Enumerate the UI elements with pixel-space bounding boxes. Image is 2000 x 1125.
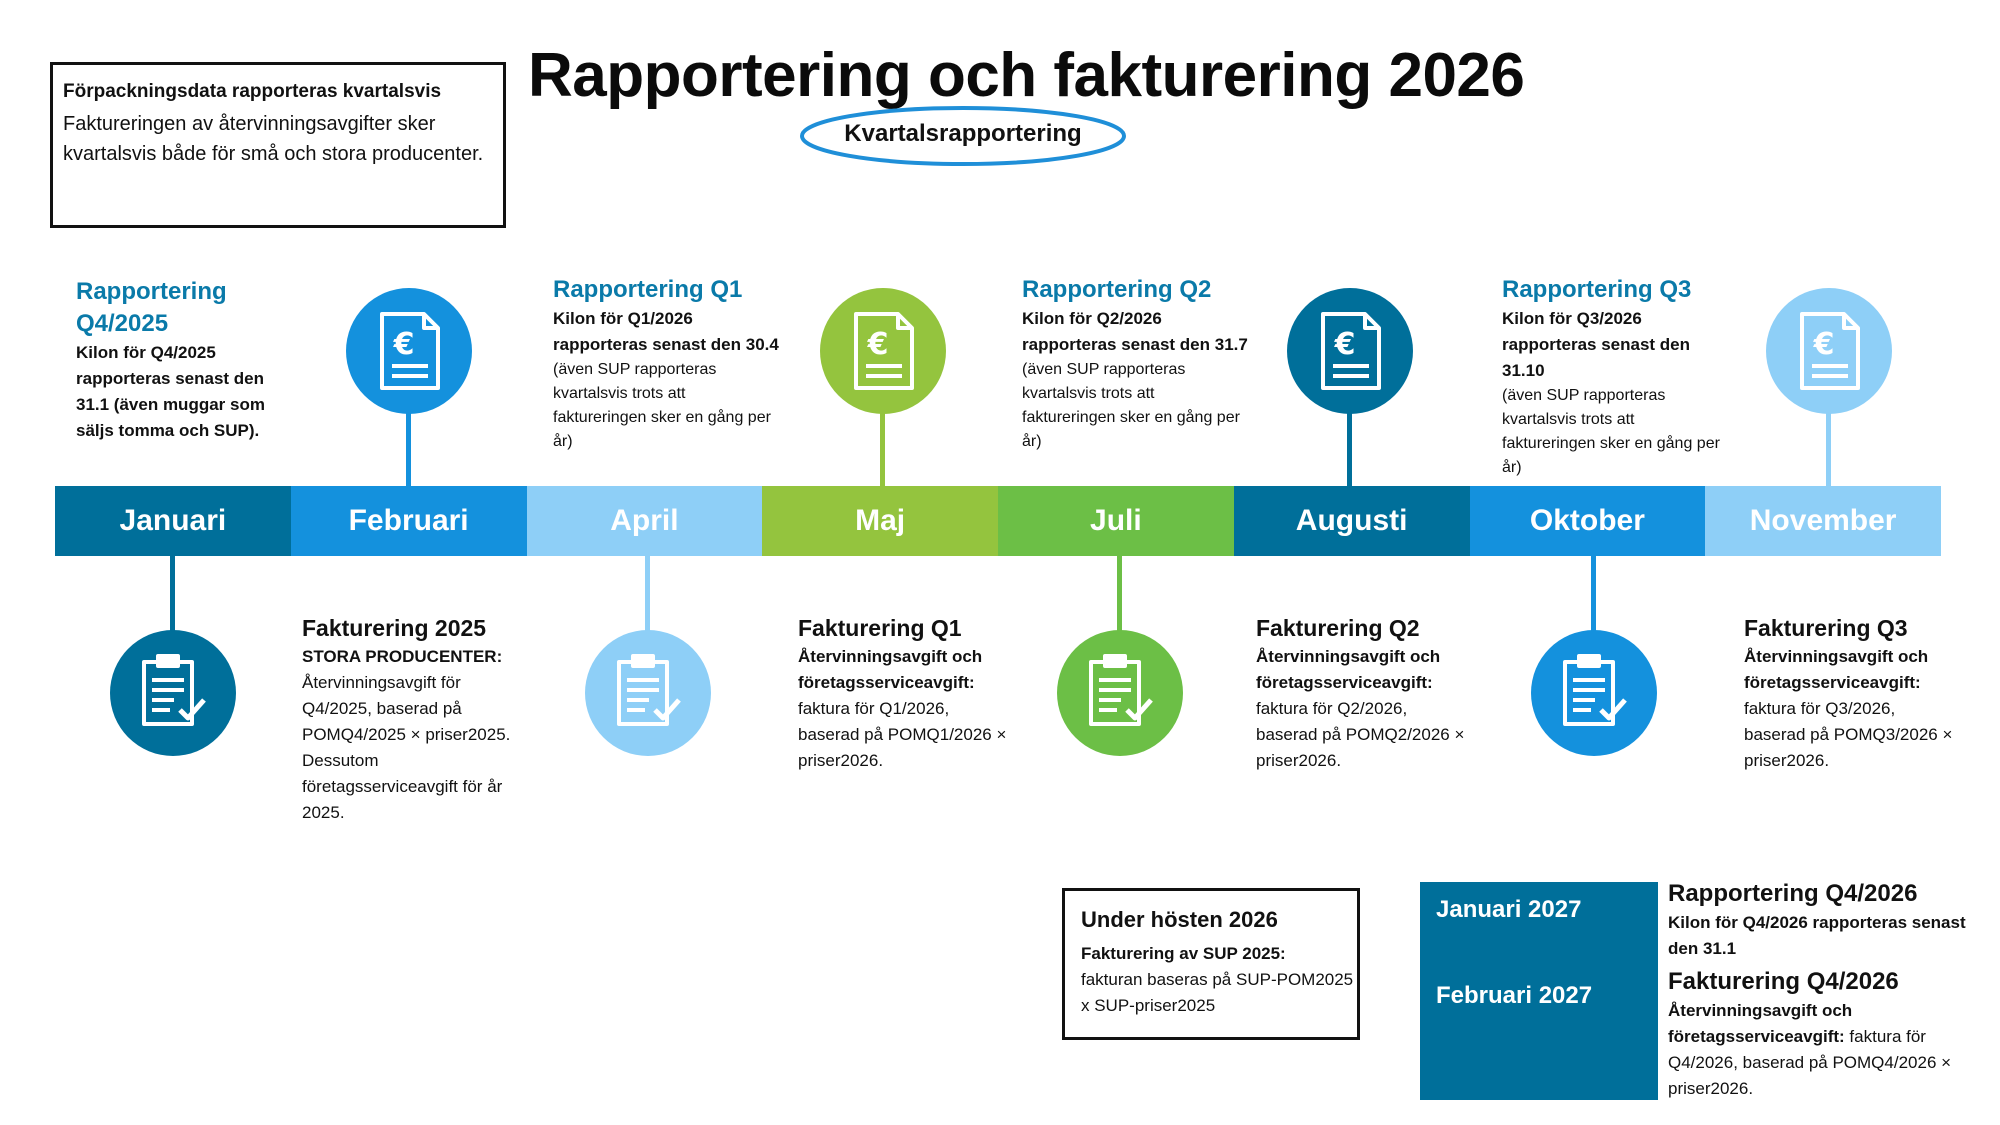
reporting-title: Rapportering Q4/2025	[76, 278, 227, 337]
invoicing-body: faktura för Q1/2026, baserad på POMQ1/2026 × priser2026.	[798, 699, 1007, 770]
info-box-body: Faktureringen av återvinningsavgifter sker kvartalsvis både för små och stora producenter.	[63, 113, 484, 165]
invoicing-bold: Återvinningsavgift och företagsserviceavgift:	[1744, 647, 1929, 692]
next-year-fak-bold: Återvinningsavgift och företagsserviceavgift:	[1668, 1001, 1853, 1046]
month-november: November	[1705, 486, 1941, 556]
next-year-block	[1420, 882, 1658, 1100]
reporting-title: Rapportering Q2	[1022, 276, 1212, 303]
month-april: April	[527, 486, 763, 556]
invoicing-bold: Återvinningsavgift och företagsserviceavgift:	[798, 647, 983, 692]
reporting-deadline: Kilon för Q3/2026 rapporteras senast den 31.10	[1502, 309, 1691, 380]
next-year-reporting	[1668, 878, 1998, 962]
euro-invoice-icon	[820, 288, 946, 414]
invoicing-title: Fakturering Q2	[1256, 615, 1420, 641]
info-box	[50, 62, 506, 228]
euro-invoice-icon	[1766, 288, 1892, 414]
reporting-q2	[1022, 274, 1252, 454]
month-februari-2027: Februari 2027	[1436, 982, 1593, 1009]
month-augusti: Augusti	[1234, 486, 1470, 556]
clipboard-check-icon	[1057, 630, 1183, 756]
next-year-fak-body: faktura för Q4/2026, baserad på POMQ4/2026 × priser2026.	[1668, 1027, 1952, 1098]
reporting-deadline: Kilon för Q2/2026 rapporteras senast den 31.7	[1022, 309, 1248, 354]
invoicing-body: faktura för Q3/2026, baserad på POMQ3/2026 × priser2026.	[1744, 699, 1953, 770]
next-year-fak-title: Fakturering Q4/2026	[1668, 968, 1899, 995]
autumn-box	[1062, 888, 1360, 1040]
invoicing-title: Fakturering Q1	[798, 615, 962, 641]
month-juli: Juli	[998, 486, 1234, 556]
clipboard-check-icon	[110, 630, 236, 756]
reporting-q1	[553, 274, 783, 454]
reporting-q4-2025	[76, 276, 276, 444]
invoicing-title: Fakturering 2025	[302, 615, 487, 641]
invoicing-q3	[1744, 612, 1956, 774]
invoicing-q1	[798, 612, 1010, 774]
clipboard-check-icon	[585, 630, 711, 756]
reporting-title: Rapportering Q3	[1502, 276, 1692, 303]
reporting-note: (även SUP rapporteras kvartalsvis trots att faktureringen sker en gång per år)	[553, 361, 771, 450]
svg-text:€: €	[867, 327, 889, 362]
autumn-body: fakturan baseras på SUP-POM2025 x SUP-priser2025	[1081, 970, 1354, 1015]
month-timeline-bar	[55, 486, 1941, 556]
next-year-rep-title: Rapportering Q4/2026	[1668, 880, 1918, 907]
reporting-note: (även SUP rapporteras kvartalsvis trots att faktureringen sker en gång per år)	[1022, 361, 1240, 450]
month-januari-2027: Januari 2027	[1436, 896, 1582, 923]
page-title: Rapportering och fakturering 2026	[528, 41, 1525, 110]
clipboard-check-icon	[1531, 630, 1657, 756]
reporting-title: Rapportering Q1	[553, 276, 743, 303]
svg-text:€: €	[1813, 327, 1835, 362]
invoicing-body: faktura för Q2/2026, baserad på POMQ2/2026 × priser2026.	[1256, 699, 1465, 770]
month-oktober: Oktober	[1470, 486, 1706, 556]
reporting-q3	[1502, 274, 1732, 480]
invoicing-title: Fakturering Q3	[1744, 615, 1908, 641]
invoicing-bold: STORA PRODUCENTER:	[302, 647, 503, 666]
invoicing-2025	[302, 612, 514, 826]
invoicing-body: Återvinningsavgift för Q4/2025, baserad på POMQ4/2025 × priser2025. Dessutom företagsserviceavgift för år 2025.	[302, 673, 511, 822]
autumn-title: Under hösten 2026	[1081, 907, 1278, 932]
month-maj: Maj	[762, 486, 998, 556]
subtitle: Kvartalsrapportering	[844, 120, 1082, 147]
info-box-heading: Förpackningsdata rapporteras kvartalsvis	[63, 81, 442, 102]
invoicing-q2	[1256, 612, 1468, 774]
euro-invoice-icon	[346, 288, 472, 414]
connector-line	[170, 556, 175, 632]
reporting-note: (även SUP rapporteras kvartalsvis trots att faktureringen sker en gång per år)	[1502, 387, 1720, 476]
connector-line	[645, 556, 650, 632]
svg-text:€: €	[1334, 327, 1356, 362]
month-januari: Januari	[55, 486, 291, 556]
next-year-invoicing	[1668, 966, 1998, 1102]
connector-line	[1117, 556, 1122, 632]
reporting-deadline: Kilon för Q4/2025 rapporteras senast den 31.1 (även muggar som säljs tomma och SUP).	[76, 343, 265, 440]
euro-invoice-icon	[1287, 288, 1413, 414]
month-februari: Februari	[291, 486, 527, 556]
invoicing-bold: Återvinningsavgift och företagsserviceavgift:	[1256, 647, 1441, 692]
autumn-bold: Fakturering av SUP 2025:	[1081, 944, 1286, 963]
svg-text:€: €	[393, 327, 415, 362]
next-year-rep-bold: Kilon för Q4/2026 rapporteras senast den 31.1	[1668, 913, 1966, 958]
connector-line	[1591, 556, 1596, 632]
reporting-deadline: Kilon för Q1/2026 rapporteras senast den 30.4	[553, 309, 779, 354]
